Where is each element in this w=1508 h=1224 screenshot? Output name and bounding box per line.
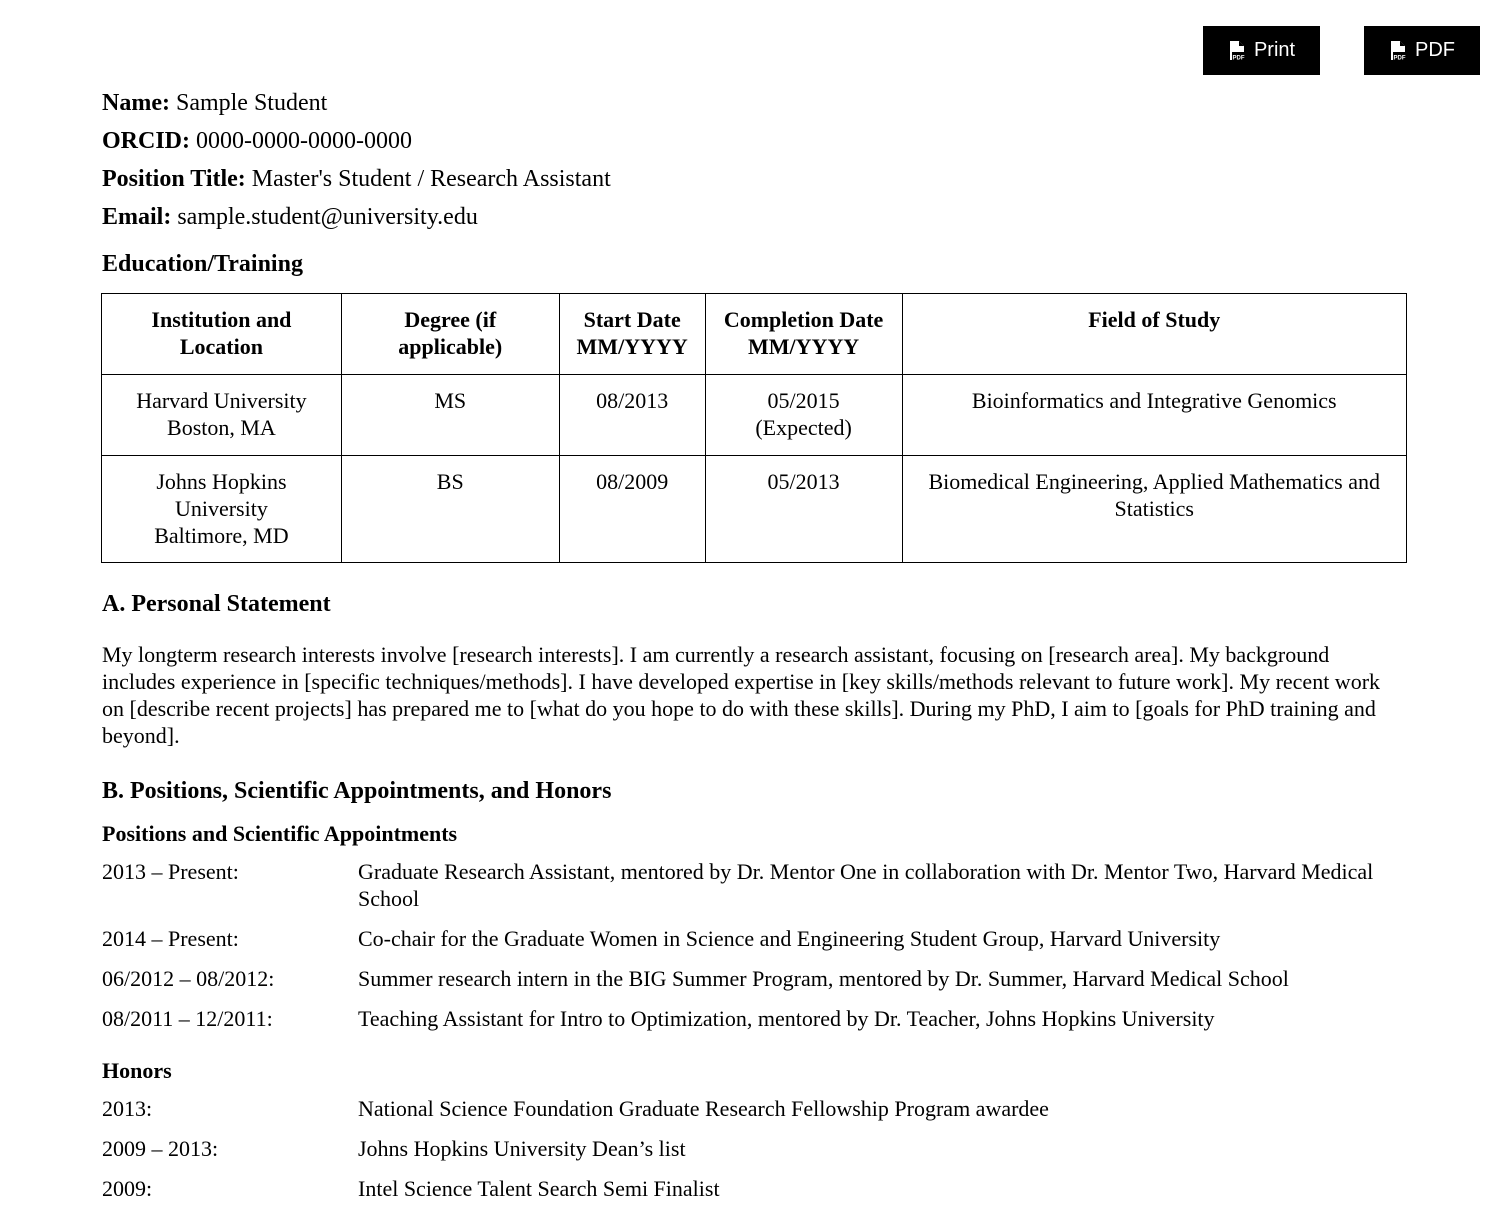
- education-table: [101, 293, 1407, 563]
- personal-statement-body: My longterm research interests involve [research interests]. I am currently a research assistant, focusing on [research area]. My background includes experience in [specific techniques/methods]. I have developed expertise in [key skills/methods relevant to future work]. My recent work on [describe recent projects] has prepared me to [what do you hope to do with these skills]. During my PhD, I aim to [goals for PhD training and beyond].: [102, 642, 1381, 748]
- position-title-line: [102, 160, 1407, 198]
- name-label: Name:: [102, 90, 170, 116]
- institution-name: Harvard University: [136, 388, 307, 413]
- table-row: [102, 456, 1407, 563]
- file-pdf-icon: [1228, 41, 1246, 61]
- start-date-cell: 08/2009: [559, 456, 705, 563]
- entry-date: 2009:: [102, 1176, 153, 1201]
- institution-location: Baltimore, MD: [154, 523, 289, 548]
- entry-date: 08/2011 – 12/2011:: [102, 1006, 273, 1031]
- entry-date: 2014 – Present:: [102, 926, 239, 951]
- entry-description: Teaching Assistant for Intro to Optimization, mentored by Dr. Teacher, Johns Hopkins University: [358, 1006, 1215, 1031]
- orcid-line: [102, 122, 1407, 160]
- table-row: [102, 375, 1407, 456]
- entry-description: Johns Hopkins University Dean’s list: [358, 1136, 686, 1161]
- entry-description: Summer research intern in the BIG Summer Program, mentored by Dr. Summer, Harvard Medical School: [358, 966, 1289, 991]
- name-value: Sample Student: [175, 90, 328, 116]
- position-title-label: Position Title:: [102, 166, 246, 192]
- name-line: [102, 84, 1407, 122]
- list-item: [102, 858, 1407, 912]
- education-heading: Education/Training: [102, 251, 303, 277]
- entry-description: Graduate Research Assistant, mentored by Dr. Mentor One in collaboration with Dr. Mentor Two, Harvard Medical School: [358, 859, 1374, 911]
- email-line: [102, 198, 1407, 236]
- positions-subheading: Positions and Scientific Appointments: [102, 821, 458, 846]
- honors-list: [102, 1095, 1407, 1202]
- entry-description: Co-chair for the Graduate Women in Science and Engineering Student Group, Harvard University: [358, 926, 1221, 951]
- list-item: [102, 1005, 1407, 1032]
- list-item: [102, 965, 1407, 992]
- list-item: [102, 925, 1407, 952]
- entry-description: National Science Foundation Graduate Research Fellowship Program awardee: [358, 1096, 1049, 1121]
- field-of-study-cell: Bioinformatics and Integrative Genomics: [902, 375, 1406, 456]
- personal-statement-heading: A. Personal Statement: [102, 591, 331, 617]
- honors-subheading: Honors: [102, 1058, 172, 1083]
- column-header-degree: Degree (if applicable): [341, 294, 559, 375]
- entry-date: 06/2012 – 08/2012:: [102, 966, 275, 991]
- list-item: [102, 1135, 1407, 1162]
- completion-date: 05/2015: [767, 388, 840, 413]
- column-header-field-of-study: Field of Study: [902, 294, 1406, 375]
- file-pdf-icon: [1389, 41, 1407, 61]
- print-button[interactable]: [1203, 26, 1320, 75]
- pdf-button[interactable]: [1364, 26, 1480, 75]
- institution-location: Boston, MA: [167, 415, 276, 440]
- column-header-completion-date: Completion Date MM/YYYY: [705, 294, 902, 375]
- print-button-label: Print: [1253, 39, 1296, 61]
- completion-note: (Expected): [755, 415, 852, 440]
- entry-date: 2013 – Present:: [102, 859, 239, 884]
- column-header-start-date: Start Date MM/YYYY: [559, 294, 705, 375]
- biosketch-document: [102, 84, 1407, 1202]
- education-table-header: [102, 294, 1407, 375]
- field-of-study-cell: Biomedical Engineering, Applied Mathematics and Statistics: [902, 456, 1406, 563]
- completion-date-cell: [705, 375, 902, 456]
- orcid-value: 0000-0000-0000-0000: [196, 128, 412, 154]
- completion-date-cell: [705, 456, 902, 563]
- completion-date: 05/2013: [767, 469, 840, 494]
- position-title-value: Master's Student / Research Assistant: [251, 166, 611, 192]
- entry-date: 2013:: [102, 1096, 153, 1121]
- degree-cell: MS: [341, 375, 559, 456]
- list-item: [102, 1175, 1407, 1202]
- institution-cell: [102, 375, 342, 456]
- svg-text:PDF: PDF: [1232, 55, 1245, 61]
- positions-honors-heading: B. Positions, Scientific Appointments, and Honors: [102, 778, 612, 804]
- start-date-cell: 08/2013: [559, 375, 705, 456]
- email-label: Email:: [102, 204, 172, 230]
- column-header-institution: Institution and Location: [102, 294, 342, 375]
- pdf-button-label: PDF: [1415, 39, 1455, 61]
- entry-date: 2009 – 2013:: [102, 1136, 219, 1161]
- institution-name: Johns Hopkins University: [156, 469, 287, 521]
- email-value: sample.student@university.edu: [177, 204, 478, 230]
- orcid-label: ORCID:: [102, 128, 190, 154]
- positions-list: [102, 858, 1407, 1032]
- entry-description: Intel Science Talent Search Semi Finalist: [358, 1176, 720, 1201]
- svg-text:PDF: PDF: [1393, 55, 1406, 61]
- degree-cell: BS: [341, 456, 559, 563]
- institution-cell: [102, 456, 342, 563]
- list-item: [102, 1095, 1407, 1122]
